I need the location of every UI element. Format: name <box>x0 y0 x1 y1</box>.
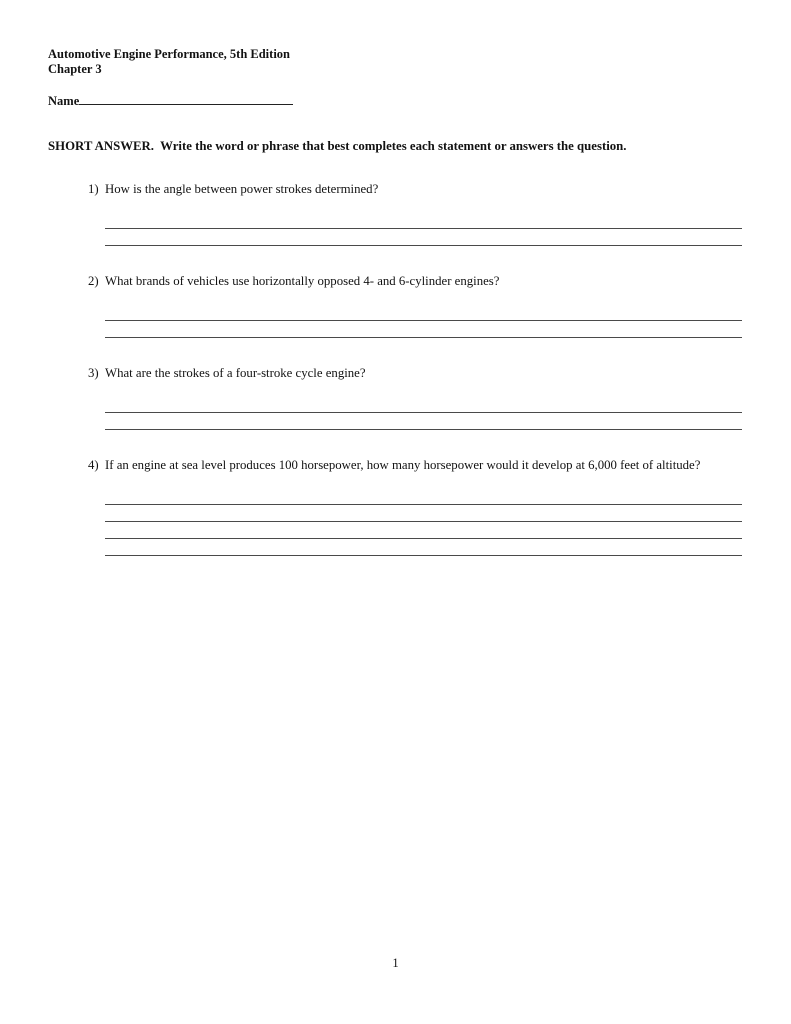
question-text: What are the strokes of a four-stroke cycle engine? <box>105 365 366 380</box>
answer-line <box>105 229 742 246</box>
name-label: Name <box>48 94 80 108</box>
name-blank-line <box>79 92 293 105</box>
answer-line <box>105 539 742 556</box>
question-number: 4) <box>88 457 99 472</box>
question-number: 2) <box>88 273 99 288</box>
answer-lines <box>105 304 742 338</box>
answer-line <box>105 304 742 321</box>
answer-line <box>105 488 742 505</box>
answer-lines <box>105 488 742 556</box>
answer-line <box>105 212 742 229</box>
document-title: Automotive Engine Performance, 5th Edition <box>48 47 290 61</box>
question-text: How is the angle between power strokes determined? <box>105 182 379 196</box>
question-text: What brands of vehicles use horizontally opposed 4- and 6-cylinder engines? <box>105 273 500 288</box>
chapter-label: Chapter 3 <box>48 62 102 76</box>
answer-lines <box>105 212 742 246</box>
question-text: If an engine at sea level produces 100 horsepower, how many horsepower would it develop at 6,000 feet of altitude? <box>105 457 701 472</box>
question-number: 3) <box>88 365 99 380</box>
question <box>48 273 742 338</box>
answer-lines <box>105 396 742 430</box>
answer-line <box>105 321 742 338</box>
answer-line <box>105 505 742 522</box>
question <box>48 365 742 430</box>
answer-line <box>105 413 742 430</box>
page-number: 1 <box>392 956 399 970</box>
section-heading: SHORT ANSWER. Write the word or phrase that best completes each statement or answers the question. <box>48 139 627 153</box>
document-header <box>48 47 742 77</box>
name-row <box>48 92 742 109</box>
answer-line <box>105 396 742 413</box>
question-number: 1) <box>88 182 99 196</box>
question <box>48 457 742 556</box>
answer-line <box>105 522 742 539</box>
questions-list <box>48 181 742 556</box>
question <box>48 181 742 246</box>
